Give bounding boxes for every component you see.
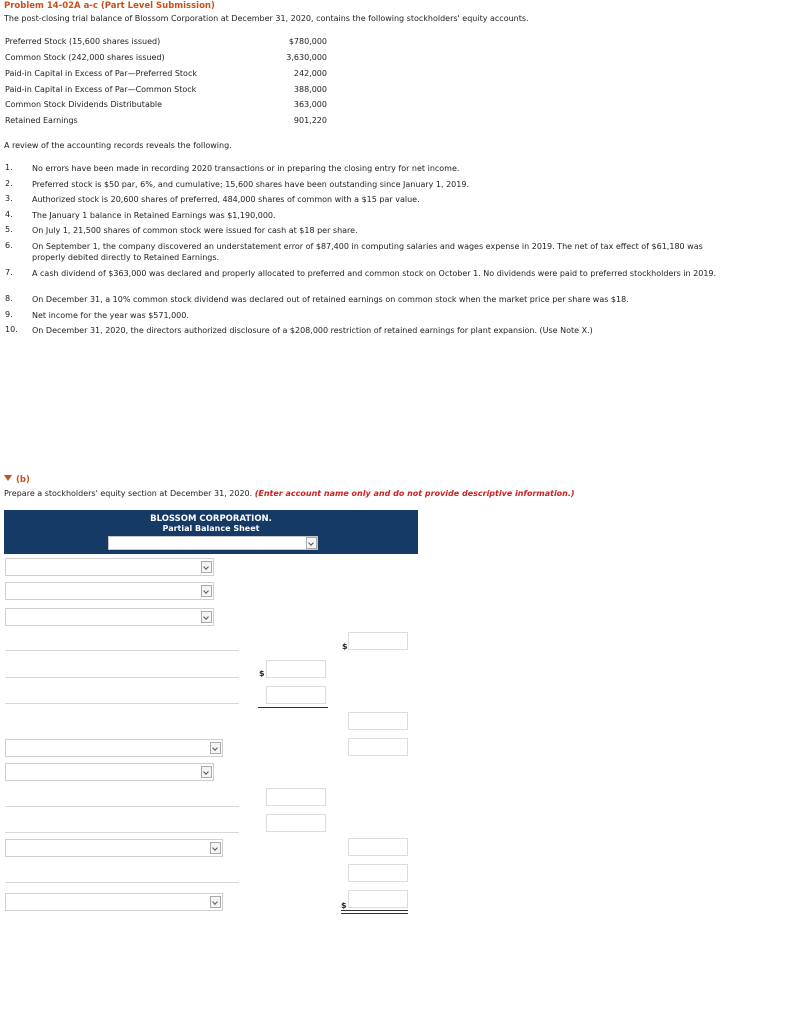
account-text-input[interactable] xyxy=(5,865,239,883)
account-select[interactable] xyxy=(5,763,214,781)
fact-text: Authorized stock is 20,600 shares of preferred, 484,000 shares of common with a $15 par value. xyxy=(32,195,420,204)
fact-text: A cash dividend of $363,000 was declared and properly allocated to preferred and common stock on October 1. No dividends were paid to preferred stockholders in 2019. xyxy=(32,269,717,278)
statement-header xyxy=(4,510,418,554)
chevron-down-icon xyxy=(201,561,212,573)
fact-text: On December 31, 2020, the directors authorized disclosure of a $208,000 restriction of retained earnings for plant expansion. (Use Note X.) xyxy=(32,326,593,335)
total-rule-bottom xyxy=(341,913,408,914)
part-b-label: (b) xyxy=(16,475,30,485)
chevron-down-icon xyxy=(210,896,221,908)
fact-text: Net income for the year was $571,000. xyxy=(32,311,189,320)
total-amount-input[interactable] xyxy=(348,890,408,908)
fact-number: 10. xyxy=(5,325,18,334)
fact-text: On September 1, the company discovered an understatement error of $87,400 in computing salaries and wages expense in 2019. The net of tax effect of $61,180 was properly debited directly to Retained Earnings. xyxy=(32,242,703,262)
fact-number: 7. xyxy=(5,268,13,277)
account-select[interactable] xyxy=(5,839,223,857)
collapse-triangle-icon xyxy=(4,475,12,481)
fact-text: On December 31, a 10% common stock dividend was declared out of retained earnings on common stock when the market price per share was $18. xyxy=(32,295,629,304)
chevron-down-icon xyxy=(201,585,212,597)
account-amount: 388,000 xyxy=(293,85,327,94)
account-name: Preferred Stock (15,600 shares issued) xyxy=(5,37,161,46)
fact-text: On July 1, 21,500 shares of common stock were issued for cash at $18 per share. xyxy=(32,226,358,235)
account-amount: 242,000 xyxy=(293,69,327,78)
fact-text: The January 1 balance in Retained Earnings was $1,190,000. xyxy=(32,211,276,220)
fact-number: 9. xyxy=(5,310,13,319)
account-text-input[interactable] xyxy=(5,660,239,678)
fact-number: 8. xyxy=(5,294,13,303)
account-name: Common Stock (242,000 shares issued) xyxy=(5,53,165,62)
review-lead: A review of the accounting records reveals the following. xyxy=(4,141,232,150)
company-name: BLOSSOM CORPORATION. xyxy=(150,514,272,524)
instruction-text: Prepare a stockholders' equity section at December 31, 2020. xyxy=(4,489,253,498)
fact-number: 2. xyxy=(5,179,13,188)
amount-input[interactable] xyxy=(348,864,408,882)
chevron-down-icon xyxy=(201,766,212,778)
dollar-sign: $ xyxy=(342,642,348,651)
fact-text: No errors have been made in recording 2020 transactions or in preparing the closing entry for net income. xyxy=(32,164,460,173)
chevron-down-icon xyxy=(306,537,317,549)
account-text-input[interactable] xyxy=(5,789,239,807)
amount-input[interactable] xyxy=(348,838,408,856)
account-select[interactable] xyxy=(5,893,223,911)
account-amount: 3,630,000 xyxy=(286,53,327,62)
problem-intro: The post-closing trial balance of Blossom Corporation at December 31, 2020, contains the following stockholders' equity accounts. xyxy=(4,14,529,23)
amount-input[interactable] xyxy=(348,712,408,730)
chevron-down-icon xyxy=(210,742,221,754)
amount-input[interactable] xyxy=(266,686,326,704)
account-text-input[interactable] xyxy=(5,815,239,833)
statement-name: Partial Balance Sheet xyxy=(162,524,260,533)
account-amount: 901,220 xyxy=(293,116,327,125)
account-name: Retained Earnings xyxy=(5,116,78,125)
account-amount: 363,000 xyxy=(293,100,327,109)
dollar-sign: $ xyxy=(259,669,265,678)
instruction-emphasis: (Enter account name only and do not provide descriptive information.) xyxy=(254,489,575,498)
fact-text: Preferred stock is $50 par, 6%, and cumulative; 15,600 shares have been outstanding since January 1, 2019. xyxy=(32,180,469,189)
problem-title: Problem 14-02A a-c (Part Level Submission) xyxy=(4,1,215,11)
subtotal-rule xyxy=(258,707,328,708)
fact-number: 6. xyxy=(5,241,13,250)
fact-number: 1. xyxy=(5,163,13,172)
account-select[interactable] xyxy=(5,558,214,576)
amount-input[interactable] xyxy=(348,632,408,650)
account-amount: $780,000 xyxy=(288,37,327,46)
account-text-input[interactable] xyxy=(5,633,239,651)
amount-input[interactable] xyxy=(266,660,326,678)
chevron-down-icon xyxy=(201,611,212,623)
fact-number: 3. xyxy=(5,194,13,203)
amount-input[interactable] xyxy=(266,814,326,832)
account-name: Paid-in Capital in Excess of Par—Common Stock xyxy=(5,85,197,94)
dollar-sign: $ xyxy=(341,901,347,910)
account-name: Common Stock Dividends Distributable xyxy=(5,100,163,109)
total-rule-top xyxy=(341,910,408,911)
part-b-toggle[interactable] xyxy=(4,475,30,485)
amount-input[interactable] xyxy=(348,738,408,756)
account-text-input[interactable] xyxy=(5,686,239,704)
date-select[interactable] xyxy=(108,536,318,550)
fact-number: 4. xyxy=(5,210,13,219)
amount-input[interactable] xyxy=(266,788,326,806)
account-select[interactable] xyxy=(5,739,223,757)
account-select[interactable] xyxy=(5,582,214,600)
part-b-instruction xyxy=(4,489,575,498)
chevron-down-icon xyxy=(210,842,221,854)
account-name: Paid-in Capital in Excess of Par—Preferred Stock xyxy=(5,69,197,78)
fact-number: 5. xyxy=(5,225,13,234)
account-select[interactable] xyxy=(5,608,214,626)
